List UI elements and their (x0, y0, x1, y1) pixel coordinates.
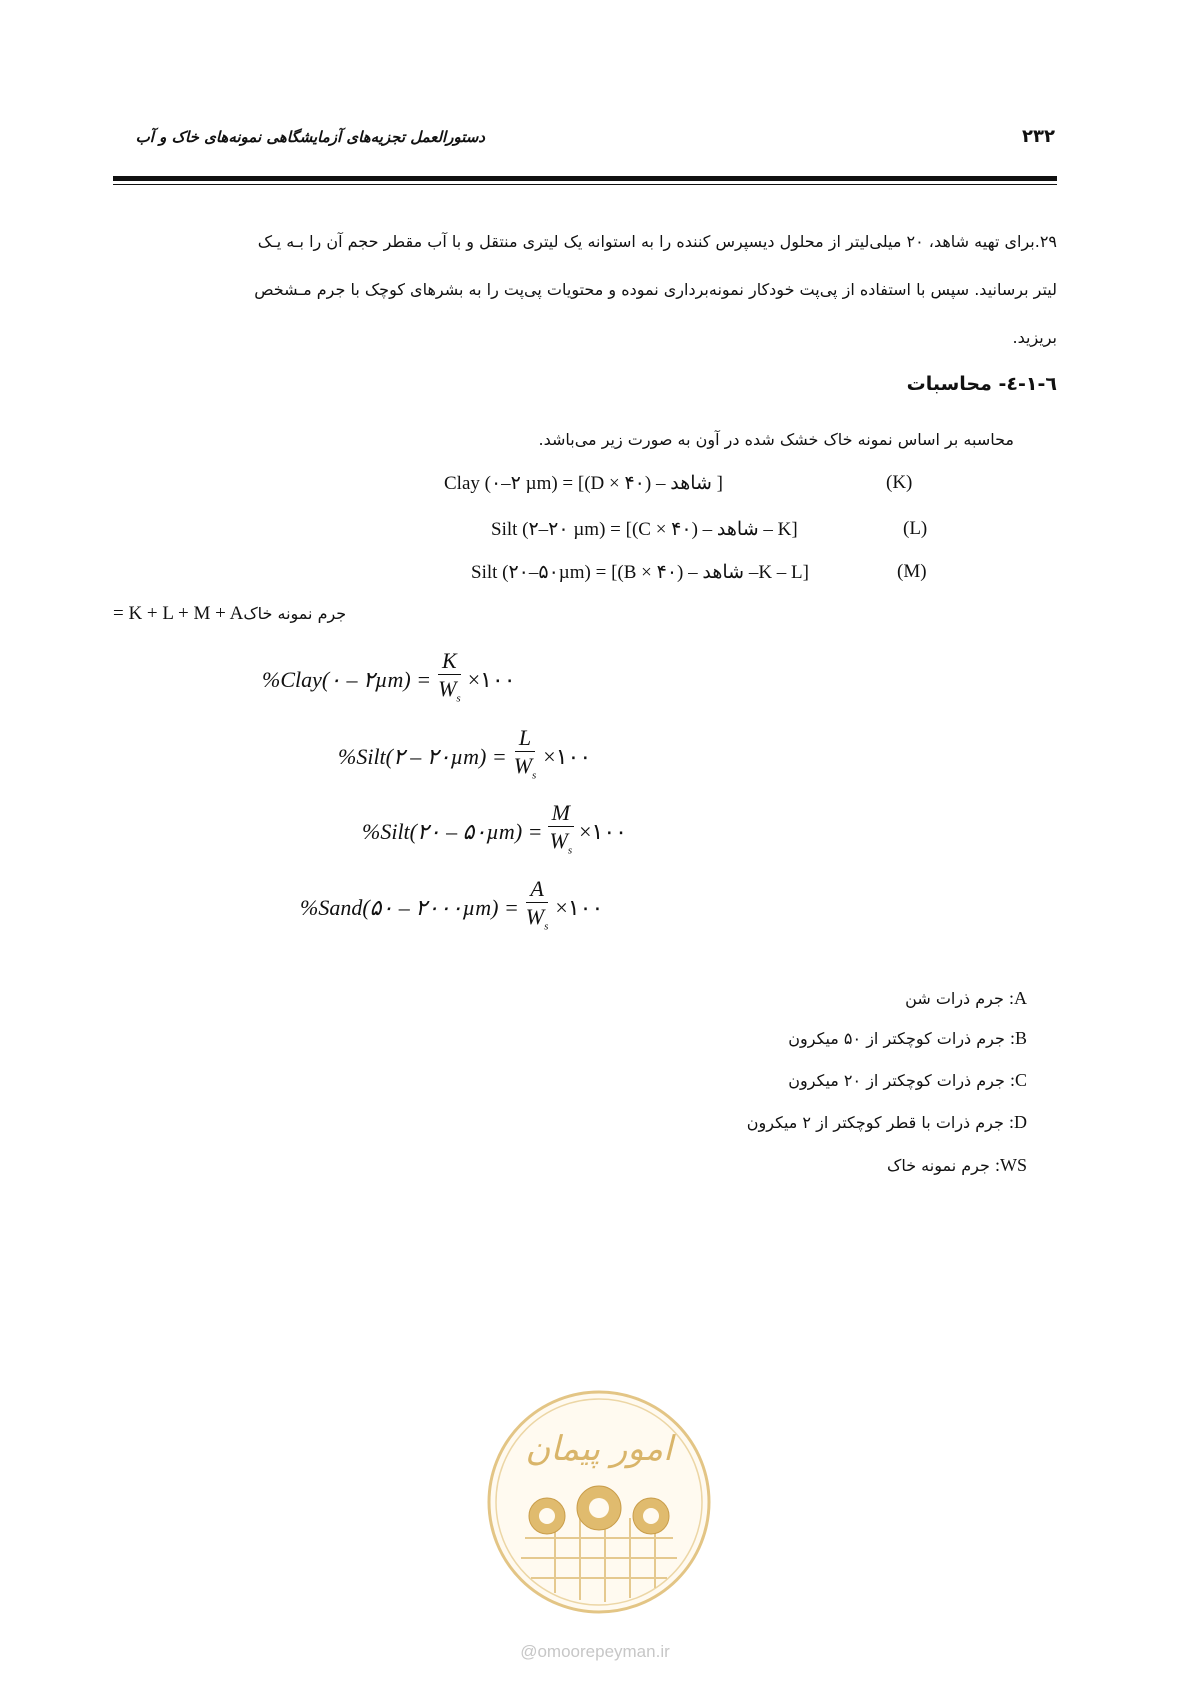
page-number: ۲۳۲ (1022, 126, 1055, 147)
sum-expression: = K + L + M + A (113, 603, 244, 624)
formula-sand-percent (300, 876, 603, 940)
equation-clay: Clay (۰–۲ µm) = [(D × ۴۰) – شاهد ] (444, 473, 723, 494)
formula-lhs: %Clay(۰ – ۲µm) = (262, 667, 432, 693)
equation-silt-fine: Silt (۲–۲۰ µm) = [(C × ۴۰) – شاهد – K] (491, 519, 798, 540)
equation-silt-coarse: Silt (۲۰–۵۰µm) = [(B × ۴۰) – شاهد –K – L] (471, 562, 809, 583)
formula-clay-percent (262, 648, 516, 712)
formula-lhs: %Silt(۲۰ – ۵۰µm) = (362, 819, 543, 845)
logo-script-text: امور پیمان (525, 1429, 673, 1469)
fraction-numerator: A (526, 876, 547, 903)
formula-silt-coarse-percent (362, 800, 627, 864)
formula-multiplier: ×۱۰۰ (555, 895, 604, 921)
equation-tag-l: (L) (903, 518, 928, 539)
formula-silt-fine-percent (338, 725, 591, 789)
step-line-2: لیتر برسانید. سپس با استفاده از پی‌پت خودکار نمونه‌برداری نموده و محتویات پی‌پت را به بشرهای کوچک با جرم مـشخص (254, 280, 1057, 299)
equation-tag-m: (M) (897, 561, 927, 582)
section-intro: محاسبه بر اساس نمونه خاک خشک شده در آون به صورت زیر می‌باشد. (538, 430, 1014, 449)
formula-multiplier: ×۱۰۰ (543, 744, 592, 770)
sum-label: جرم نمونه خاک (243, 604, 347, 623)
fraction-denominator: $W_s$ (549, 828, 573, 857)
step-29-paragraph (112, 218, 1057, 362)
fraction-numerator: K (438, 648, 461, 675)
fraction-denominator: $W_s$ (513, 753, 537, 782)
formula-multiplier: ×۱۰۰ (579, 819, 627, 845)
fraction-denominator: $W_s$ (438, 676, 461, 705)
website-watermark: @omoorepeyman.ir (520, 1642, 670, 1661)
fraction-numerator: M (548, 800, 574, 827)
formula-multiplier: ×۱۰۰ (467, 667, 516, 693)
definition-b: B: جرم ذرات کوچکتر از ۵۰ میکرون (788, 1028, 1027, 1048)
definition-d: D: جرم ذرات با قطر کوچکتر از ۲ میکرون (746, 1112, 1027, 1132)
fraction-denominator: $W_s$ (525, 904, 549, 933)
definition-ws: WS: جرم نمونه خاک (887, 1155, 1027, 1175)
definition-a: A: جرم ذرات شن (905, 988, 1027, 1008)
fraction (522, 876, 553, 940)
header-rule-thin (113, 184, 1057, 185)
fraction (434, 648, 465, 712)
formula-lhs: %Silt(۲ – ۲۰µm) = (338, 744, 507, 770)
fraction-numerator: L (515, 725, 535, 752)
fraction (546, 800, 577, 864)
step-line-1: ۲۹.برای تهیه شاهد، ۲۰ میلی‌لیتر از محلول دیسپرس کننده را به استوانه یک لیتری منتقل و با آب مقطر حجم آن را بـه یـک (257, 232, 1057, 251)
definition-c: C: جرم ذرات کوچکتر از ۲۰ میکرون (788, 1070, 1027, 1090)
fraction (510, 725, 541, 789)
running-header-title: دستورالعمل تجزیه‌های آزمایشگاهی نمونه‌های خاک و آب (135, 128, 485, 146)
step-line-3: بریزید. (1012, 328, 1057, 347)
soil-mass-sum (113, 603, 346, 625)
equation-tag-k: (K) (886, 472, 913, 493)
header-rule-thick (113, 176, 1057, 181)
section-heading: ٦-١-٤- محاسبات (906, 373, 1057, 395)
publisher-logo (485, 1388, 713, 1616)
formula-lhs: %Sand(۵۰ – ۲۰۰۰µm) = (300, 895, 519, 921)
